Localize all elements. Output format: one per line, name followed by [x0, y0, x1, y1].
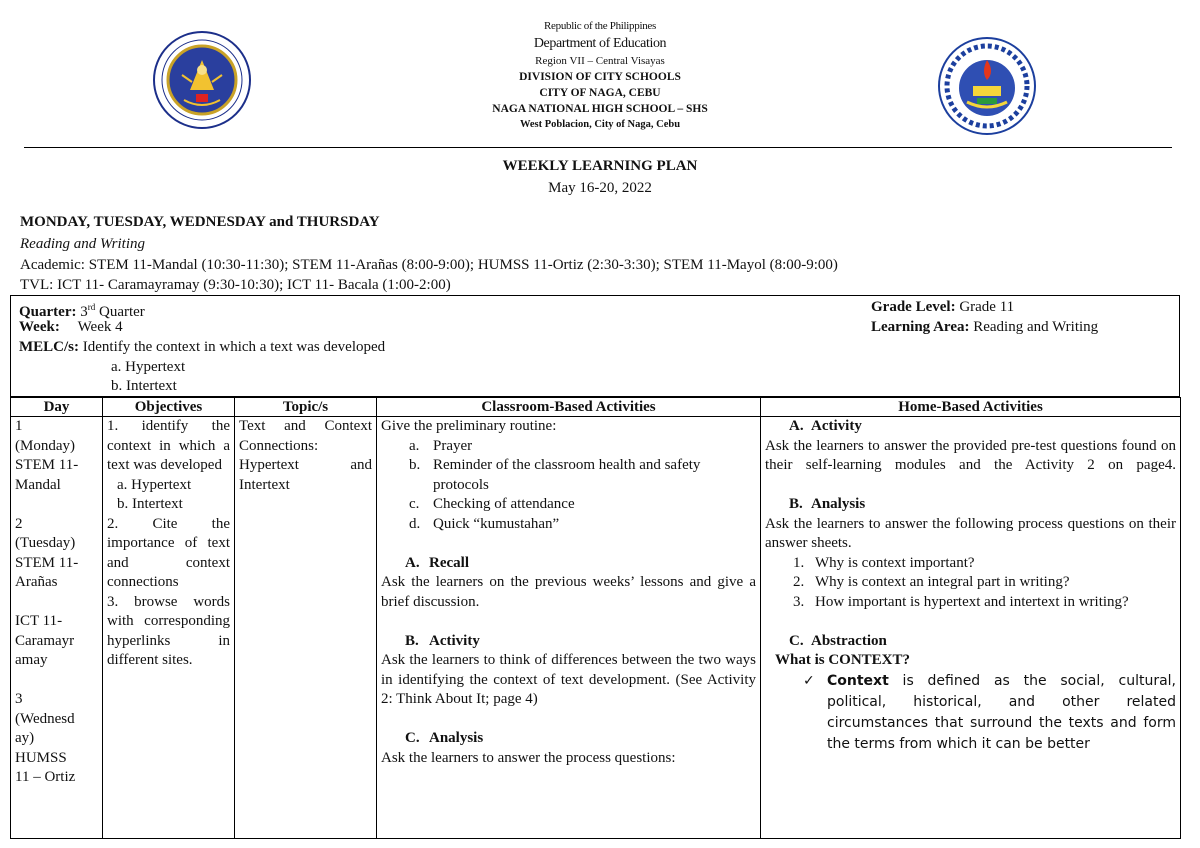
routine-list [381, 437, 756, 535]
day-line: amay [15, 652, 48, 668]
day-lines [15, 417, 98, 838]
days-heading: MONDAY, TUESDAY, WEDNESDAY and THURSDAY [20, 214, 380, 230]
document-title: WEEKLY LEARNING PLAN [502, 158, 698, 174]
day-line: 2 [15, 515, 23, 532]
home-activities-cell [761, 417, 1181, 839]
region-line: Region VII – Central Visayas [535, 55, 665, 67]
list-item [765, 573, 1176, 593]
day-spacer [15, 495, 98, 515]
section-title: Analysis [811, 496, 866, 512]
week-line [19, 317, 123, 337]
recall-heading [381, 554, 756, 574]
republic-line: Republic of the Philippines [544, 20, 656, 32]
deped-seal-icon [152, 30, 252, 130]
objective-2: 2. Cite the importance of text and context connections [107, 515, 230, 590]
process-questions-list [765, 554, 1176, 613]
list-marker: b. [409, 457, 421, 473]
list-item [381, 515, 756, 535]
day-line: Caramayr [15, 632, 75, 649]
spacer [765, 476, 1176, 496]
table-header-row [11, 398, 1181, 417]
address-line: West Poblacion, City of Naga, Cebu [519, 119, 681, 130]
objective-1a: a. Hypertext [117, 476, 192, 493]
day-line: 1 [15, 418, 23, 434]
week-value: Week 4 [77, 319, 123, 335]
analysis-text: Ask the learners to answer the process questions: [381, 749, 676, 766]
context-definition-text: is defined as the social, cultural, political, historical, and other related circumstances that surround the texts and form the terms from which it can be better [827, 672, 1176, 752]
section-title: Recall [429, 554, 469, 571]
melc-label: MELC/s: [19, 339, 79, 355]
quarter-label: Quarter: [19, 304, 77, 320]
classroom-activities-cell [377, 417, 761, 839]
department-line: Department of Education [533, 36, 667, 51]
routine-intro: Give the preliminary routine: [381, 418, 557, 434]
melc-item-a: a. Hypertext [111, 359, 186, 375]
quarter-word: Quarter [98, 304, 145, 320]
day-spacer [15, 593, 98, 613]
city-line: CITY OF NAGA, CEBU [539, 87, 661, 99]
list-item [765, 554, 1176, 574]
topic-text: Text and Context Connections: Hypertext and Intertext [239, 418, 372, 493]
section-title: Abstraction [811, 632, 887, 649]
day-line: STEM 11- [15, 457, 79, 473]
day-line: Mandal [15, 476, 61, 493]
day-spacer [15, 671, 98, 691]
list-item [765, 593, 1176, 613]
section-title: Analysis [429, 730, 484, 746]
home-analysis-heading [765, 495, 1176, 515]
quarter-number: 3 [80, 304, 88, 320]
learning-area-value: Reading and Writing [973, 319, 1099, 335]
list-item [381, 437, 756, 457]
day-line: (Monday) [15, 437, 75, 454]
section-marker: C. [789, 632, 804, 649]
grade-level-line [871, 297, 1014, 317]
grade-label: Grade Level: [871, 299, 956, 315]
list-item [381, 495, 756, 515]
header-divider [24, 147, 1172, 148]
day-cell [11, 417, 103, 839]
col-header-classroom-activities: Classroom-Based Activities [377, 398, 761, 417]
activity-text: Ask the learners to think of differences between the two ways in identifying the context of text development. (See Activity 2: Think About It; page 4) [381, 652, 756, 707]
day-line: (Tuesday) [15, 535, 76, 551]
list-marker: d. [409, 515, 421, 532]
section-marker: C. [405, 730, 420, 746]
plan-info-box [10, 295, 1180, 397]
checkmark-icon: ✓ [803, 672, 815, 689]
objective-1b: b. Intertext [117, 496, 183, 512]
objectives-cell [103, 417, 235, 839]
day-line: (Wednesd [15, 710, 75, 727]
day-line: ay) [15, 730, 35, 746]
weekly-plan-table [10, 397, 1181, 839]
list-marker: a. [409, 437, 420, 454]
objectives-content [107, 417, 230, 838]
list-item-text: Why is context an integral part in writing? [815, 574, 1070, 590]
recall-text: Ask the learners on the previous weeks’ lessons and give a brief discussion. [381, 574, 756, 610]
section-title: Activity [429, 632, 480, 649]
melc-value: Identify the context in which a text was developed [82, 339, 386, 355]
list-item-text: Why is context important? [815, 554, 975, 571]
col-header-topics: Topic/s [235, 398, 377, 417]
context-term: Context [827, 672, 889, 689]
list-item [381, 456, 756, 495]
list-marker: 2. [793, 574, 805, 590]
document-header [0, 0, 1200, 148]
learning-area-line [871, 317, 1098, 337]
day-line: HUMSS [15, 749, 67, 766]
spacer [381, 534, 756, 554]
day-line: STEM 11- [15, 554, 79, 571]
melc-item-b: b. Intertext [111, 378, 177, 394]
day-line: 3 [15, 691, 23, 707]
day-line: 11 – Ortiz [15, 769, 76, 785]
day-line: ICT 11- [15, 613, 63, 629]
topics-cell [235, 417, 377, 839]
week-label: Week: [19, 319, 60, 335]
quarter-suffix: rd [87, 302, 96, 312]
col-header-objectives: Objectives [103, 398, 235, 417]
table-row [11, 417, 1181, 839]
list-item-text: How important is hypertext and intertext in writing? [815, 593, 1129, 610]
academic-schedule: Academic: STEM 11-Mandal (10:30-11:30); STEM 11-Arañas (8:00-9:00); HUMSS 11-Ortiz (2:30-3:30); STEM 11-Mayol (8:00-9:00) [20, 257, 838, 273]
home-content [765, 417, 1176, 838]
home-activity-heading [765, 417, 1176, 437]
col-header-day: Day [11, 398, 103, 417]
home-activity-text: Ask the learners to answer the provided pre-test questions found on their self-learning modules and the Activity 2 on page4. [765, 437, 1176, 473]
list-item-text: Checking of attendance [433, 496, 575, 512]
school-line: NAGA NATIONAL HIGH SCHOOL – SHS [492, 103, 708, 115]
section-title: Activity [811, 418, 862, 434]
spacer [381, 710, 756, 730]
list-item-text: Quick “kumustahan” [433, 515, 560, 532]
agency-header-text [420, 18, 780, 133]
home-abstraction-heading [765, 632, 1176, 652]
section-marker: B. [405, 632, 419, 649]
activity-heading [381, 632, 756, 652]
day-line: Arañas [15, 574, 58, 590]
list-marker: 3. [793, 593, 805, 610]
home-analysis-text: Ask the learners to answer the following process questions on their answer sheets. [765, 515, 1176, 551]
spacer [765, 612, 1176, 632]
subject-line: Reading and Writing [20, 236, 145, 252]
section-marker: B. [789, 496, 803, 512]
grade-value: Grade 11 [959, 299, 1015, 315]
melc-line [19, 337, 385, 357]
col-header-home-activities: Home-Based Activities [761, 398, 1181, 417]
list-item-text: Reminder of the classroom health and safety protocols [433, 457, 701, 493]
naga-nhs-seal-icon [937, 36, 1037, 136]
division-line: DIVISION OF CITY SCHOOLS [519, 71, 681, 83]
tvl-schedule: TVL: ICT 11- Caramayramay (9:30-10:30); ICT 11- Bacala (1:00-2:00) [20, 277, 451, 293]
objective-3: 3. browse words with corresponding hyperlinks in different sites. [107, 593, 230, 668]
spacer [381, 612, 756, 632]
list-marker: c. [409, 496, 420, 512]
what-is-context: What is CONTEXT? [775, 652, 911, 668]
classroom-content [381, 417, 756, 838]
document-date: May 16-20, 2022 [548, 180, 652, 196]
section-marker: A. [789, 418, 804, 434]
objective-1: 1. identify the context in which a text was developed [107, 418, 230, 473]
context-definition [765, 671, 1176, 755]
analysis-heading [381, 729, 756, 749]
section-marker: A. [405, 554, 420, 571]
list-item-text: Prayer [433, 437, 473, 454]
list-marker: 1. [793, 554, 805, 571]
learning-area-label: Learning Area: [871, 319, 970, 335]
